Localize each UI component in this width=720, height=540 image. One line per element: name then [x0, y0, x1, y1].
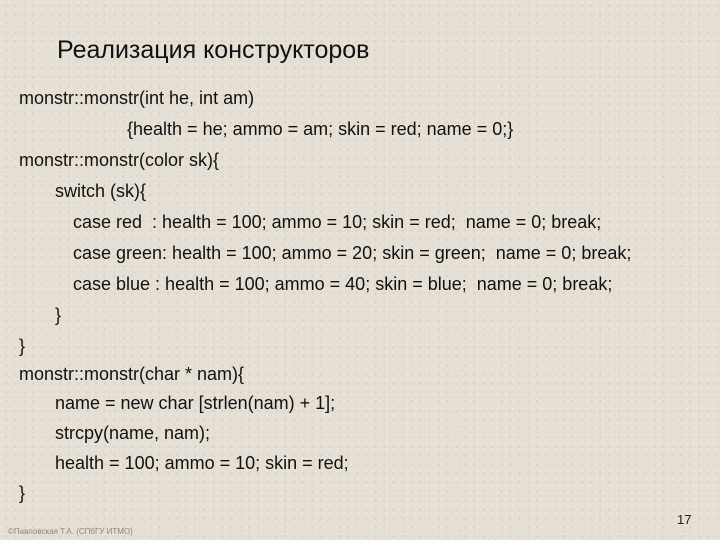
code-line: case green: health = 100; ammo = 20; skin = green; name = 0; break;	[73, 243, 632, 263]
slide-title: Реализация конструкторов	[57, 36, 370, 64]
code-line: }	[19, 483, 26, 503]
code-line: name = new char [strlen(nam) + 1];	[55, 393, 336, 413]
code-line: }	[55, 305, 62, 325]
code-line: case blue : health = 100; ammo = 40; skin = blue; name = 0; break;	[73, 274, 613, 294]
code-line: {health = he; ammo = am; skin = red; name = 0;}	[127, 119, 514, 139]
code-line: }	[19, 336, 26, 356]
code-line: health = 100; ammo = 10; skin = red;	[55, 453, 349, 473]
code-line: monstr::monstr(int he, int am)	[19, 88, 255, 108]
code-line: strcpy(name, nam);	[55, 423, 211, 443]
code-line: case red : health = 100; ammo = 10; skin = red; name = 0; break;	[73, 212, 602, 232]
footer-credit: ©Павловская Т.А. (СПбГУ ИТМО)	[8, 527, 133, 536]
code-line: monstr::monstr(color sk){	[19, 150, 220, 170]
page-number: 17	[677, 512, 692, 527]
code-line: switch (sk){	[55, 181, 147, 201]
code-line: monstr::monstr(char * nam){	[19, 364, 245, 384]
